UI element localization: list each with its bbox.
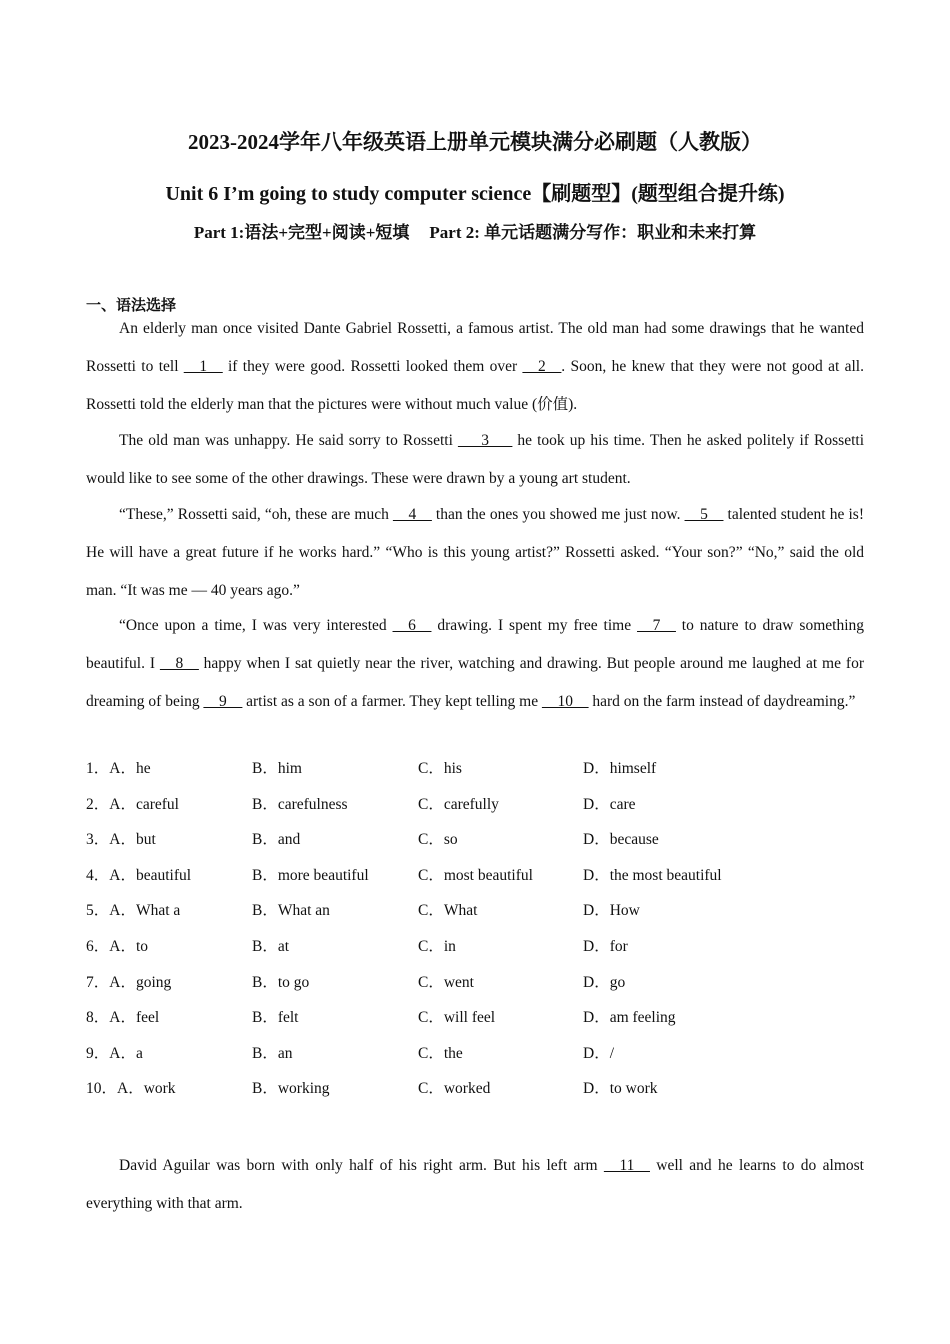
option-c: C．in bbox=[418, 937, 456, 955]
option-a: 6．A．to bbox=[86, 937, 149, 955]
options-list bbox=[86, 756, 886, 1112]
blank-2: __2__ bbox=[522, 358, 562, 375]
paragraph-text: David Aguilar was born with only half of his right arm. But his left arm bbox=[119, 1157, 604, 1174]
option-b: B．more beautiful bbox=[252, 866, 369, 884]
option-c: C．What bbox=[418, 902, 478, 920]
part-2-label: Part 2: 单元话题满分写作：职业和未来打算 bbox=[429, 223, 757, 242]
question-row bbox=[86, 970, 886, 1006]
option-c: C．the bbox=[418, 1044, 463, 1062]
option-a: 2．A．careful bbox=[86, 795, 179, 813]
paragraph-text: he took up his time. Then he asked politely if Rossetti would like to see some of the other drawings. These were drawn by a young art student. bbox=[86, 432, 864, 487]
blank-11: __11__ bbox=[603, 1157, 650, 1174]
option-a: 4．A．beautiful bbox=[86, 866, 192, 884]
paragraph-text: artist as a son of a farmer. They kept telling me bbox=[242, 693, 542, 710]
paragraph-text: than the ones you showed me just now. bbox=[431, 506, 685, 523]
paragraph-text: if they were good. Rossetti looked them over bbox=[222, 358, 523, 375]
question-row bbox=[86, 898, 886, 934]
option-c: C．went bbox=[418, 973, 474, 991]
paragraph-text: The old man was unhappy. He said sorry to Rossetti bbox=[119, 432, 459, 449]
option-b: B．to go bbox=[252, 973, 310, 991]
option-c: C．his bbox=[418, 760, 462, 777]
option-a: 8．A．feel bbox=[86, 1009, 160, 1027]
option-a: 7．A．going bbox=[86, 973, 172, 991]
option-b: B．felt bbox=[252, 1009, 299, 1027]
blank-7: __7__ bbox=[637, 617, 676, 634]
paragraph-text: “These,” Rossetti said, “oh, these are much bbox=[119, 506, 393, 523]
option-d: D．/ bbox=[583, 1044, 615, 1062]
option-d: D．himself bbox=[583, 760, 657, 777]
document-title: 2023-2024学年八年级英语上册单元模块满分必刷题（人教版） bbox=[188, 130, 762, 154]
option-b: B．him bbox=[252, 760, 302, 777]
option-d: D．to work bbox=[583, 1080, 658, 1098]
blank-9: __9__ bbox=[203, 693, 243, 710]
option-b: B．carefulness bbox=[252, 795, 348, 813]
question-row bbox=[86, 863, 886, 899]
passage-paragraph-1 bbox=[86, 310, 864, 424]
passage-paragraph-2 bbox=[86, 422, 864, 498]
option-d: D．because bbox=[583, 831, 659, 849]
question-row bbox=[86, 934, 886, 970]
paragraph-text: “Once upon a time, I was very interested bbox=[119, 617, 393, 634]
option-d: D．am feeling bbox=[583, 1009, 676, 1027]
paragraph-text: An elderly man once visited Dante Gabriel Rossetti, a famous artist. The old man had some drawings that he wanted Rossetti to tell bbox=[86, 320, 864, 375]
paragraph-text: hard on the farm instead of daydreaming.” bbox=[588, 693, 856, 710]
option-a: 5．A．What a bbox=[86, 902, 181, 920]
blank-8: __8__ bbox=[159, 655, 199, 672]
paragraph-text: to nature to draw something beautiful. I bbox=[86, 617, 865, 672]
option-d: D．How bbox=[583, 902, 640, 920]
option-a: 9．A．a bbox=[86, 1044, 143, 1062]
question-row bbox=[86, 827, 886, 863]
passage-paragraph-3 bbox=[86, 496, 864, 610]
option-d: D．for bbox=[583, 937, 628, 955]
paragraph-text: happy when I sat quietly near the river, watching and drawing. But people around me laughed at me for dreaming of being bbox=[86, 655, 864, 710]
passage-paragraph-5 bbox=[86, 1147, 864, 1223]
option-c: C．worked bbox=[418, 1080, 491, 1098]
document-parts-line bbox=[0, 218, 950, 243]
passage-paragraph-4 bbox=[86, 607, 864, 721]
blank-6: __6__ bbox=[392, 617, 432, 634]
option-d: D．care bbox=[583, 795, 636, 813]
option-d: D．go bbox=[583, 973, 626, 991]
blank-5: __5__ bbox=[684, 506, 724, 523]
paragraph-text: talented student he is! He will have a great future if he works hard.” “Who is this young artist?” Rossetti asked. “Your son?” “No,” said the old man. “It was me — 40 years ago.” bbox=[86, 506, 864, 599]
document-subtitle: Unit 6 I’m going to study computer science【刷题型】(题型组合提升练) bbox=[165, 183, 785, 205]
question-row bbox=[86, 1005, 886, 1041]
part-1-label: Part 1:语法+完型+阅读+短填 bbox=[193, 223, 410, 242]
blank-10: __10__ bbox=[542, 693, 589, 710]
option-c: C．will feel bbox=[418, 1009, 496, 1027]
option-a: 1．A．he bbox=[86, 760, 151, 777]
option-b: B．working bbox=[252, 1080, 330, 1098]
option-b: B．What an bbox=[252, 902, 330, 920]
option-c: C．most beautiful bbox=[418, 866, 533, 884]
blank-4: __4__ bbox=[392, 506, 432, 523]
section-heading: 一、语法选择 bbox=[86, 298, 177, 314]
option-b: B．at bbox=[252, 937, 290, 955]
question-row bbox=[86, 756, 886, 792]
question-row bbox=[86, 792, 886, 828]
blank-1: __1__ bbox=[183, 358, 223, 375]
question-row bbox=[86, 1076, 886, 1112]
option-a: 10．A．work bbox=[86, 1080, 176, 1098]
option-c: C．carefully bbox=[418, 795, 499, 813]
question-row bbox=[86, 1041, 886, 1077]
paragraph-text: well and he learns to do almost everything with that arm. bbox=[86, 1157, 864, 1212]
paragraph-text: . Soon, he knew that they were not good at all. Rossetti told the elderly man that the pictures were without much value (价值). bbox=[86, 358, 864, 413]
option-b: B．an bbox=[252, 1044, 293, 1062]
blank-3: ___3___ bbox=[458, 432, 513, 449]
paragraph-text: drawing. I spent my free time bbox=[431, 617, 638, 634]
option-a: 3．A．but bbox=[86, 831, 156, 849]
option-c: C．so bbox=[418, 831, 458, 849]
option-d: D．the most beautiful bbox=[583, 866, 722, 884]
option-b: B．and bbox=[252, 831, 301, 849]
